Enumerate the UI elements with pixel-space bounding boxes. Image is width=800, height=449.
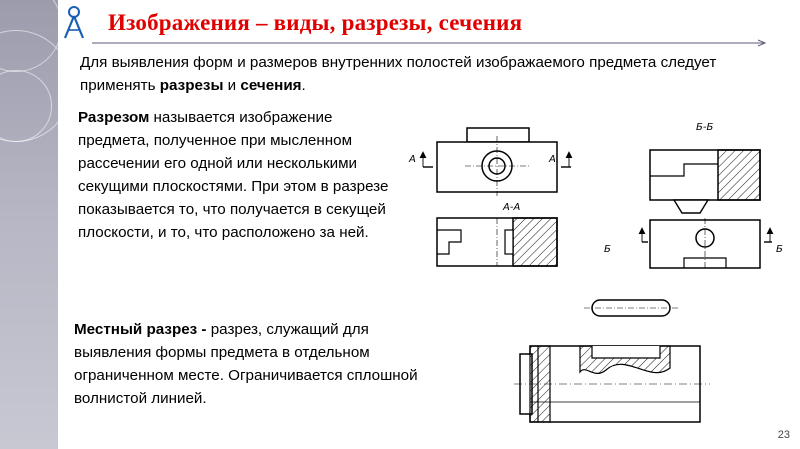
page-number: 23: [777, 429, 790, 441]
top-view-boss: [467, 128, 529, 142]
label-a-right: А: [549, 154, 556, 165]
intro-end: .: [301, 77, 306, 94]
page-title: Изображения – виды, разрезы, сечения: [108, 10, 523, 35]
local-section-term: Местный разрез -: [74, 321, 211, 338]
section-definition: [78, 106, 408, 244]
intro-term-cross-sections: сечения: [240, 77, 302, 94]
intro-term-sections: разрезы: [159, 77, 224, 94]
intro-conjunction: и: [223, 77, 241, 94]
decorative-sidebar: [0, 0, 58, 449]
local-section-definition-text: разрез, служащий для выявления формы предмета в отдельном ограниченном месте. Ограничивается сплошной волнистой линией.: [74, 321, 418, 407]
label-b-right: Б: [776, 244, 783, 255]
drawing-section-bb: [604, 118, 800, 273]
drawing-section-aa: [405, 118, 565, 273]
label-a-left: А: [409, 154, 416, 165]
local-section-definition: [74, 318, 434, 410]
label-b-left: Б: [604, 244, 611, 255]
section-definition-text: называется изображение предмета, полученное при мысленном рассечении его одной или несколькими секущими плоскостями. При этом в разрезе показывается то, что получается в секущей плоскости, и то, что расположено за ней.: [78, 109, 389, 241]
intro-paragraph: [80, 51, 760, 97]
drawing-local-section: [510, 292, 720, 442]
compass-logo-icon: [60, 4, 88, 40]
section-term: Разрезом: [78, 109, 150, 126]
label-bb-title: Б-Б: [696, 122, 714, 133]
title-underline-arrow: [92, 40, 772, 46]
intro-text: Для выявления форм и размеров внутренних полостей изображаемого предмета следует применять: [80, 54, 717, 94]
label-aa-title: А-А: [503, 202, 521, 213]
